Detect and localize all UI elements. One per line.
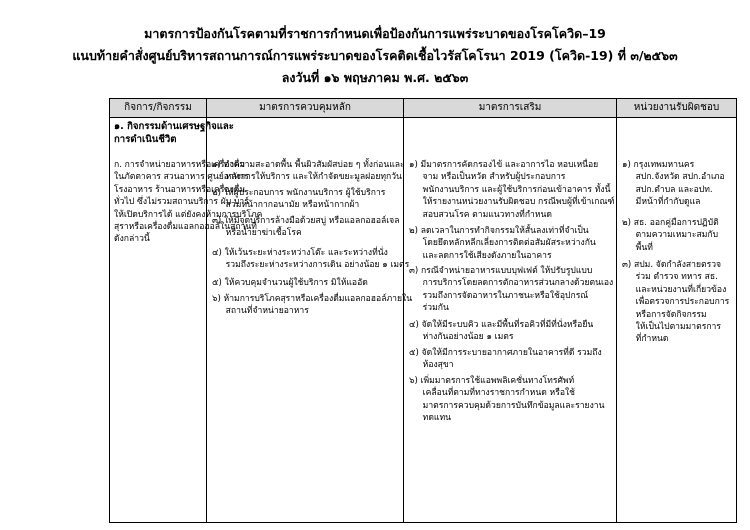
main-measures-column (206, 99, 413, 522)
main-measure-item: ๕) ให้ควบคุมจำนวนผู้ใช้บริการ มิให้แออัด (212, 278, 368, 288)
additional-measure-item: ๑) มีมาตรการคัดกรองไข้ และอาการไอ หอบเหนื่อย จาม หรือเป็นหวัด สำหรับผู้ประกอบการ พนักงานบริการ และผู้ใช้บริการก่อนเข้าอาคาร ทั้งนี้ ให้รายงานหน่วยงานรับผิดชอบ กรณีพบผู้ที่เข้าเกณฑ์ สอบสวนโรค ตามแนวทางที่กำหนด (409, 160, 615, 220)
main-measure-item: ๖) ห้ามการบริโภคสุราหรือเครื่องดื่มแอลกอฮอล์ภายใน สถานที่จำหน่ายอาหาร (212, 294, 413, 317)
agency-item: ๑) กรุงเทพมหานคร สปก.จังหวัด สปก.อำเภอ สปก.ตำบล และอปท. มีหน้าที่กำกับดูแล (622, 160, 725, 208)
additional-measure-item: ๕) จัดให้มีการระบายอากาศภายในอาคารที่ดี รวมถึง ห้องสุขา (409, 348, 602, 371)
additional-measure-item: ๔) จัดให้มีระบบคิว และมีพื้นที่รอคิวที่มีที่นั่งหรือยืน ห่างกันอย่างน้อย ๑ เมตร (409, 320, 594, 343)
column-header-agencies: หน่วยงานรับผิดชอบ (617, 99, 736, 118)
column-header-additional-measures: มาตรการเสริม (404, 99, 616, 118)
document-title: มาตรการป้องกันโรคตามที่ราชการกำหนดเพื่อป้องกันการแพร่ระบาดของโรคโควิด–19 (144, 26, 606, 41)
additional-measure-item: ๖) เพิ่มมาตรการใช้แอพพลิเคชั่นทางโทรศัพท์ เคลื่อนที่ตามที่ทางราชการกำหนด หรือใช้ มาตรการควบคุมด้วยการบันทึกข้อมูลและรายงาน ทดแทน (409, 376, 605, 424)
main-measure-item: ๒) ให้ผู้ประกอบการ พนักงานบริการ ผู้ใช้บริการ สวมหน้ากากอนามัย หรือหน้ากากผ้า (212, 188, 386, 211)
agency-item: ๒) สธ. ออกคู่มือการปฏิบัติ ตามความเหมาะสมกับ พื้นที่ (622, 218, 719, 253)
additional-measure-item: ๓) กรณีจำหน่ายอาหารแบบบุฟเฟต์ ให้ปรับรูปแบบ การบริการโดยลดการตักอาหารส่วนกลางด้วยตนเอง รวมถึงการจัดอาหารในภาชนะหรือใช้อุปกรณ์ ร่วมกัน (409, 266, 614, 314)
agencies-column (616, 99, 736, 522)
additional-measure-item: ๒) ลดเวลาในการทำกิจกรรมให้สั้นลงเท่าที่จำเป็น โดยยึดหลักหลีกเลี่ยงการติดต่อสัมผัสระหว่างกัน และลดการใช้เสียงดังภายในอาคาร (409, 226, 596, 261)
main-measure-item: ๓) ให้มีจุดบริการล้างมือด้วยสบู่ หรือแอลกอฮอล์เจล หรือน้ำยาฆ่าเชื้อโรค (212, 216, 400, 239)
column-header-main-measures: มาตรการควบคุมหลัก (207, 99, 403, 118)
document-date: ลงวันที่ ๑๖ พฤษภาคม พ.ศ. ๒๕๖๓ (281, 70, 469, 85)
column-header-activity: กิจการ/กิจกรรม (110, 99, 206, 118)
main-measure-item: ๑) ทำความสะอาดพื้น พื้นผิวสัมผัสบ่อย ๆ ทั้งก่อนและ หลังการให้บริการ และให้กำจัดขยะมูลฝอยทุกวัน (212, 160, 405, 183)
main-measure-item: ๔) ให้เว้นระยะห่างระหว่างโต๊ะ และระหว่างที่นั่ง รวมถึงระยะห่างระหว่างการเดิน อย่างน้อย ๑ เมตร (212, 248, 410, 271)
additional-measures-column (403, 99, 616, 522)
activity-description: ก. การจำหน่ายอาหารหรือเครื่องดื่ม ในภัตตาคาร สวนอาหาร ศูนย์อาหาร โรงอาหาร ร้านอาหารหรือเครื่องดื่ม ทั่วไป ซึ่งไม่รวมสถานบริการ ผับ บาร์ ให้เปิดบริการได้ แต่ยังคงห้ามการบริโภค สุราหรือเครื่องดื่มแอลกอฮอล์ในสถานที่ ดังกล่าวนี้ (114, 160, 263, 245)
activity-column (110, 99, 263, 522)
section-title: ๑. กิจกรรมด้านเศรษฐกิจและ การดำเนินชีวิต (114, 121, 234, 145)
measures-table (109, 98, 737, 523)
document-subtitle: แนบท้ายคำสั่งศูนย์บริหารสถานการณ์การแพร่ระบาดของโรคติดเชื้อไวรัสโคโรนา 2019 (โควิด-19) ที่ ๓/๒๕๖๓ (72, 48, 678, 63)
agency-item: ๓) สปม. จัดกำลังสายตรวจ ร่วม ตำรวจ ทหาร สธ. และหน่วยงานที่เกี่ยวข้อง เพื่อตรวจการประกอบการ หรือการจัดกิจกรรม ให้เป็นไปตามมาตรการ ที่กำหนด (622, 260, 730, 345)
